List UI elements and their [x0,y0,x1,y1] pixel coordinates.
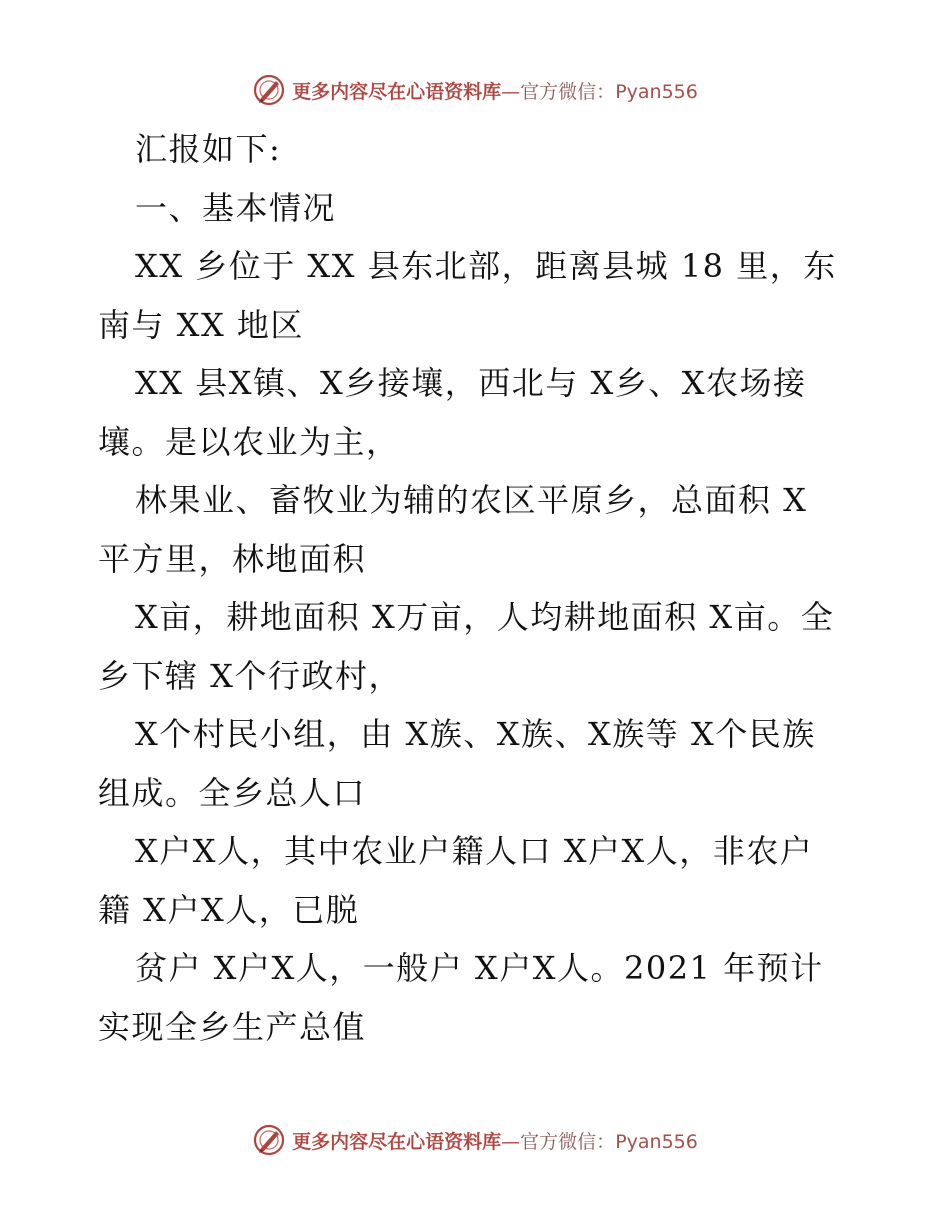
doc-line: 平方里，林地面积 [98,539,367,578]
separator: — [501,1130,521,1153]
doc-line: X户X人，其中农业户籍人口 X户X人，非农户 [135,832,814,870]
header-watermark [0,70,950,110]
wechat-id: Pyan556 [615,1130,698,1153]
doc-line: 贫户 X户X人，一般户 X户X人。2021 年预计 [135,949,824,987]
separator: — [501,80,521,103]
doc-line: 林果业、畜牧业为辅的农区平原乡，总面积 X [135,481,808,519]
doc-line: 壤。是以农业为主， [98,422,400,461]
doc-line: X个村民小组，由 X族、X族、X族等 X个民族 [135,715,816,753]
brand-text: 更多内容尽在心语资料库 [292,80,502,103]
doc-line: X亩，耕地面积 X万亩，人均耕地面积 X亩。全 [135,598,835,636]
pen-logo-icon [252,1123,286,1157]
doc-line: XX 乡位于 XX 县东北部，距离县城 18 里，东 [135,247,837,285]
document-body [98,120,858,1056]
doc-line: XX 县X镇、X乡接壤，西北与 X乡、X农场接 [135,364,807,402]
pen-logo-icon [252,73,286,107]
doc-line: 南与 XX 地区 [98,305,304,344]
brand-text: 更多内容尽在心语资料库 [292,1130,502,1153]
wechat-label: 官方微信： [520,80,616,103]
footer-watermark [0,1120,950,1160]
doc-line: 实现全乡生产总值 [98,1007,367,1046]
doc-line: 籍 X户X人，已脱 [98,890,360,929]
doc-line: 组成。全乡总人口 [98,773,367,812]
doc-line: 乡下辖 X个行政村， [98,656,402,695]
wechat-id: Pyan556 [615,80,698,103]
doc-line: 汇报如下: [135,130,282,168]
wechat-label: 官方微信： [520,1130,616,1153]
section-heading: 一、基本情况 [135,188,337,227]
